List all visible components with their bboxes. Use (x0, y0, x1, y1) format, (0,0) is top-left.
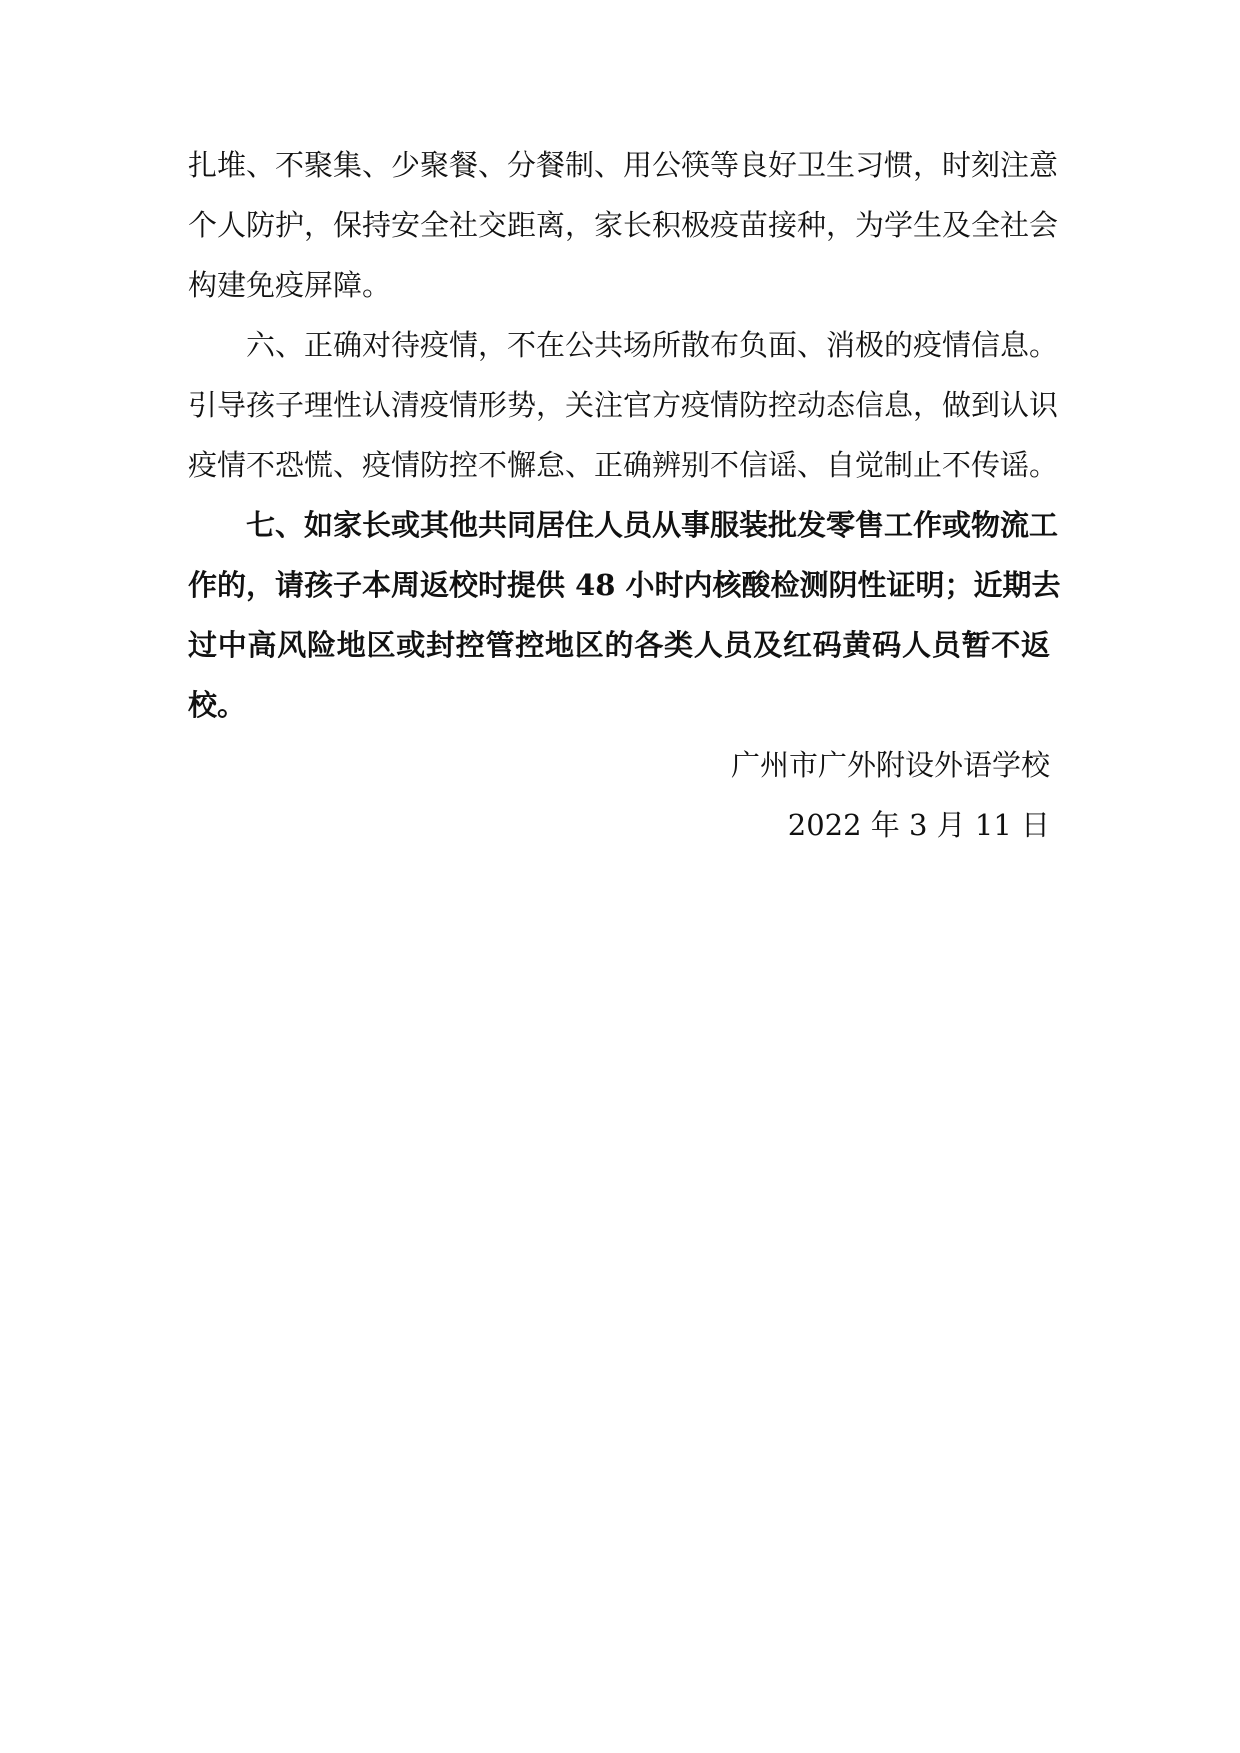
paragraph-5-line-3: 构建免疫屏障。 (188, 268, 392, 302)
paragraph-5-line-1: 扎堆、不聚集、少聚餐、分餐制、用公筷等良好卫生习惯，时刻注意 (188, 148, 1059, 182)
paragraph-7-line-3: 过中高风险地区或封控管控地区的各类人员及红码黄码人员暂不返 (188, 628, 1050, 662)
paragraph-6-line-1: 六、正确对待疫情，不在公共场所散布负面、消极的疫情信息。 (246, 328, 1059, 362)
paragraph-6-line-3: 疫情不恐慌、疫情防控不懈怠、正确辨别不信谣、自觉制止不传谣。 (188, 448, 1059, 482)
signature-organization: 广州市广外附设外语学校 (730, 748, 1050, 782)
paragraph-6-line-2: 引导孩子理性认清疫情形势，关注官方疫情防控动态信息，做到认识 (188, 388, 1059, 422)
signature-date: 2022 年 3 月 11 日 (787, 808, 1050, 842)
paragraph-7-line-4: 校。 (188, 688, 247, 722)
paragraph-7-line-1: 七、如家长或其他共同居住人员从事服装批发零售工作或物流工 (246, 508, 1059, 542)
paragraph-7-line-2: 作的，请孩子本周返校时提供 48 小时内核酸检测阴性证明；近期去 (188, 568, 1061, 602)
paragraph-5-line-2: 个人防护，保持安全社交距离，家长积极疫苗接种，为学生及全社会 (188, 208, 1059, 242)
